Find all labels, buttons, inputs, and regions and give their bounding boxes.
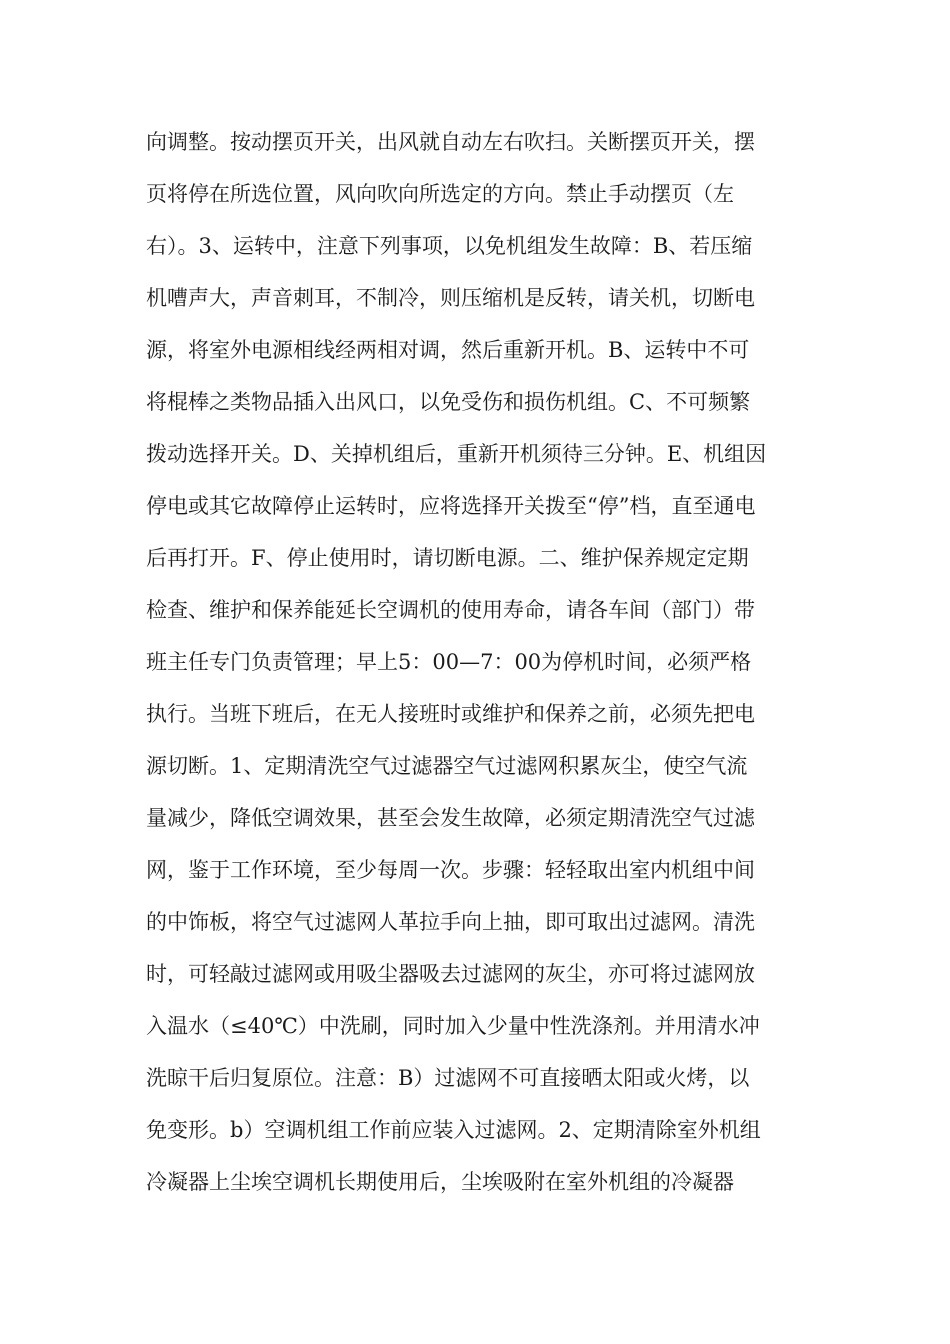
text-line: 机嘈声大，声音刺耳，不制冷，则压缩机是反转，请关机，切断电 <box>146 286 755 310</box>
text-line: 向调整。按动摆页开关，出风就自动左右吹扫。关断摆页开关，摆 <box>146 130 755 154</box>
text-line: 入温水（≤40℃）中洗刷，同时加入少量中性洗涤剂。并用清水冲 <box>146 1014 760 1038</box>
text-line: 班主任专门负责管理；早上5：00—7：00为停机时间，必须严格 <box>146 650 752 674</box>
text-line: 量减少，降低空调效果，甚至会发生故障，必须定期清洗空气过滤 <box>146 806 755 830</box>
text-line: 源切断。1、定期清洗空气过滤器空气过滤网积累灰尘，使空气流 <box>146 754 748 778</box>
text-line: 拨动选择开关。D、关掉机组后，重新开机须待三分钟。E、机组因 <box>146 442 767 466</box>
text-line: 检查、维护和保养能延长空调机的使用寿命，请各车间（部门）带 <box>146 598 755 622</box>
text-line: 时，可轻敲过滤网或用吸尘器吸去过滤网的灰尘，亦可将过滤网放 <box>146 962 755 986</box>
text-line: 网，鉴于工作环境，至少每周一次。步骤：轻轻取出室内机组中间 <box>146 858 755 882</box>
text-line: 冷凝器上尘埃空调机长期使用后，尘埃吸附在室外机组的冷凝器 <box>146 1170 734 1194</box>
text-line: 后再打开。F、停止使用时，请切断电源。二、维护保养规定定期 <box>146 546 749 570</box>
text-line: 的中饰板，将空气过滤网人革拉手向上抽，即可取出过滤网。清洗 <box>146 910 755 934</box>
text-line: 将棍棒之类物品插入出风口，以免受伤和损伤机组。C、不可频繁 <box>146 390 751 414</box>
text-line: 洗晾干后归复原位。注意：B）过滤网不可直接晒太阳或火烤，以 <box>146 1066 750 1090</box>
text-line: 页将停在所选位置，风向吹向所选定的方向。禁止手动摆页（左 <box>146 182 734 206</box>
body-text <box>146 116 814 1208</box>
text-line: 右）。3、运转中，注意下列事项，以免机组发生故障：B、若压缩 <box>146 234 753 258</box>
text-line: 源，将室外电源相线经两相对调，然后重新开机。B、运转中不可 <box>146 338 750 362</box>
text-line: 执行。当班下班后，在无人接班时或维护和保养之前，必须先把电 <box>146 702 755 726</box>
text-line: 停电或其它故障停止运转时，应将选择开关拨至“停”档，直至通电 <box>146 494 756 518</box>
text-line: 免变形。b）空调机组工作前应装入过滤网。2、定期清除室外机组 <box>146 1118 761 1142</box>
